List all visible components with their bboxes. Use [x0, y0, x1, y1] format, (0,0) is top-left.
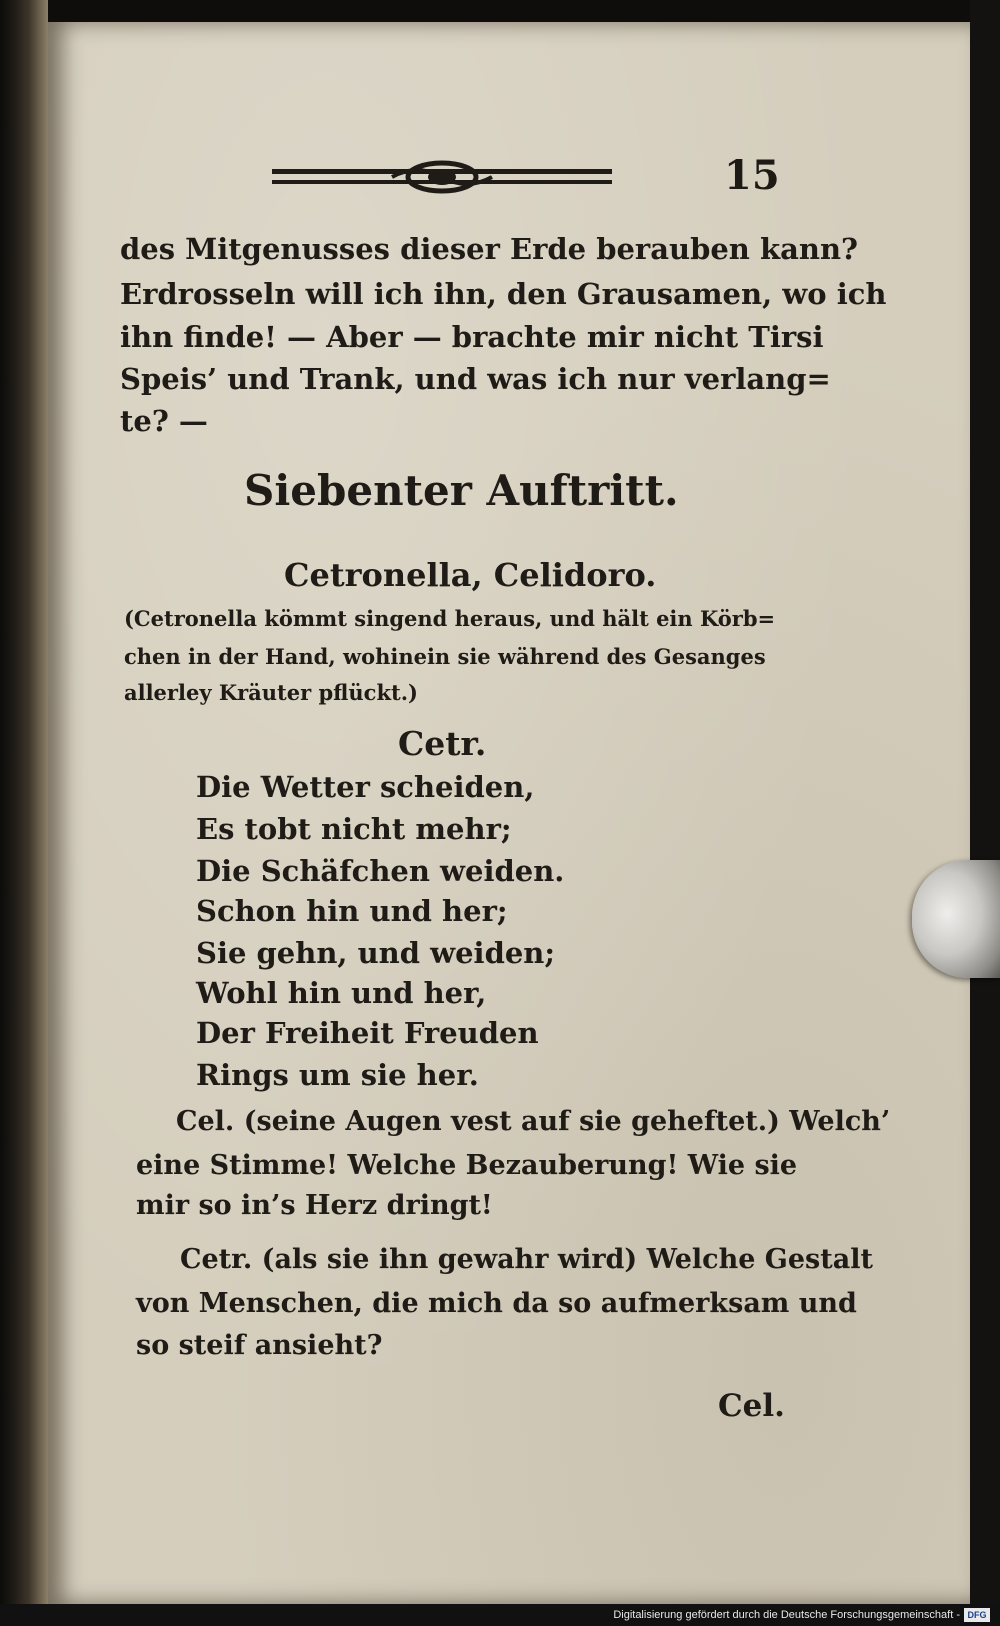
text-line: von Menschen, die mich da so aufmerksam und — [136, 1288, 857, 1319]
ornament-divider-icon — [272, 155, 612, 201]
text-line: Cetr. (als sie ihn gewahr wird) Welche Gestalt — [180, 1244, 873, 1275]
book-gutter — [0, 0, 48, 1626]
verse-line: Sie gehn, und weiden; — [196, 936, 556, 970]
footer-credit: Digitalisierung gefördert durch die Deutsche Forschungsgemeinschaft - — [613, 1609, 960, 1621]
text-line: Cel. (seine Augen vest auf sie geheftet.) Welch’ — [176, 1106, 891, 1137]
page-right-edge — [970, 0, 1000, 1626]
verse-line: Der Freiheit Freuden — [196, 1016, 539, 1050]
text-line: allerley Kräuter pflückt.) — [124, 680, 418, 705]
dfg-logo: DFG — [964, 1608, 990, 1622]
verse-line: Wohl hin und her, — [196, 976, 487, 1010]
text-line: Erdrosseln will ich ihn, den Grausamen, wo ich — [120, 277, 887, 311]
text-line: so steif ansieht? — [136, 1330, 383, 1361]
verse-line: Es tobt nicht mehr; — [196, 812, 512, 846]
catchword: Cel. — [718, 1388, 785, 1424]
text-line: Speis’ und Trank, und was ich nur verlang= — [120, 362, 831, 396]
speaker-label: Cetr. — [398, 724, 487, 763]
text-line: (Cetronella kömmt singend heraus, und hält ein Körb= — [124, 606, 776, 631]
verse-line: Schon hin und her; — [196, 894, 508, 928]
page-number: 15 — [724, 152, 780, 199]
text-line: ihn finde! — Aber — brachte mir nicht Tirsi — [120, 320, 824, 354]
footer-bar — [0, 1604, 1000, 1626]
verse-line: Rings um sie her. — [196, 1058, 479, 1092]
text-line: eine Stimme! Welche Bezauberung! Wie sie — [136, 1150, 798, 1181]
verse-line: Die Schäfchen weiden. — [196, 854, 565, 888]
text-line: te? — — [120, 404, 208, 438]
scene-heading: Siebenter Auftritt. — [244, 466, 679, 515]
verse-line: Die Wetter scheiden, — [196, 770, 535, 804]
character-list: Cetronella, Celidoro. — [284, 556, 657, 594]
text-line: des Mitgenusses dieser Erde berauben kann? — [120, 232, 859, 266]
text-line: mir so in’s Herz dringt! — [136, 1190, 493, 1221]
text-line: chen in der Hand, wohinein sie während des Gesanges — [124, 644, 766, 669]
